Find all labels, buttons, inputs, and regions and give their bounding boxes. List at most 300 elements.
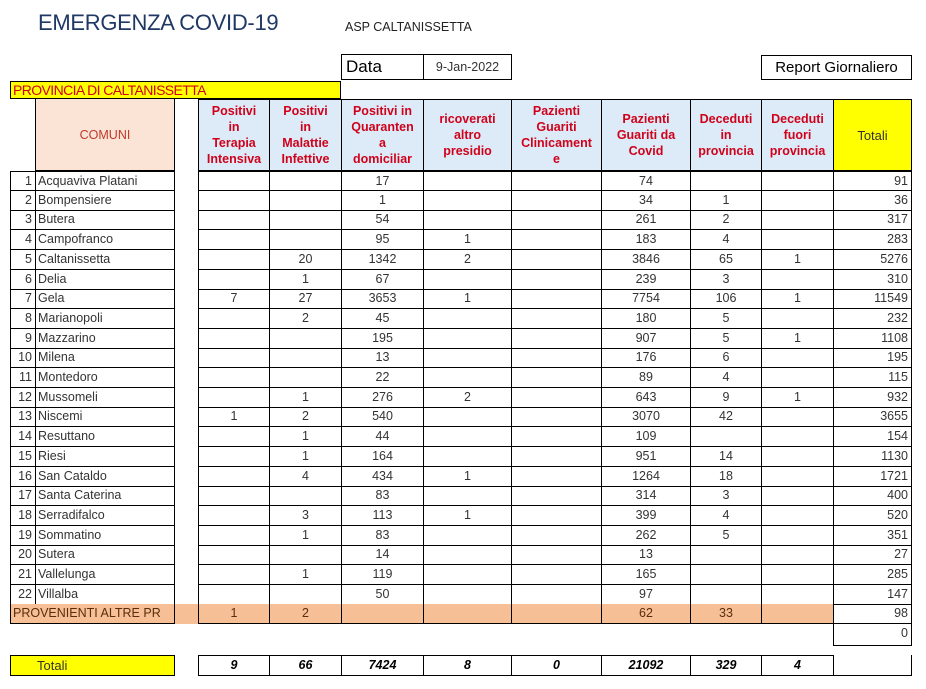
comune-name: Sommatino	[35, 526, 175, 546]
table-row	[0, 526, 926, 546]
cell-deceduti-fuori-provincia	[761, 407, 834, 427]
cell-malattie-infettive	[269, 230, 342, 250]
cell-deceduti-fuori-provincia	[761, 270, 834, 290]
comune-name: Delia	[35, 270, 175, 290]
comune-name: Vallelunga	[35, 565, 175, 585]
cell-ricoverati-altro-presidio	[423, 486, 512, 506]
total-quarantena-domiciliare: 7424	[341, 655, 424, 676]
cell-deceduti-fuori-provincia	[761, 427, 834, 447]
comune-name: Serradifalco	[35, 506, 175, 526]
cell-terapia-intensiva	[198, 309, 270, 329]
cell-terapia-intensiva: 1	[198, 407, 270, 427]
cell-malattie-infettive	[269, 191, 342, 211]
cell-deceduti-in-provincia: 4	[690, 506, 762, 526]
table-row	[0, 585, 926, 605]
cell-guariti-covid: 907	[601, 329, 691, 349]
cell-totale: 154	[833, 427, 912, 447]
cell-deceduti-fuori-provincia	[761, 309, 834, 329]
total-deceduti-in-provincia: 329	[690, 655, 762, 676]
table-row	[0, 447, 926, 467]
comune-name: Niscemi	[35, 407, 175, 427]
table-row	[0, 210, 926, 230]
table-row	[0, 171, 926, 191]
comune-name: Butera	[35, 210, 175, 230]
cell-quarantena-domiciliare: 83	[341, 486, 424, 506]
row-number: 12	[10, 388, 36, 408]
comune-name: Mazzarino	[35, 329, 175, 349]
cell-deceduti-fuori-provincia	[761, 171, 834, 191]
table-row	[0, 427, 926, 447]
cell-deceduti-in-provincia: 3	[690, 486, 762, 506]
cell-deceduti-in-provincia: 33	[690, 604, 762, 624]
cell-terapia-intensiva	[198, 526, 270, 546]
blank-row	[0, 624, 926, 644]
cell-malattie-infettive: 1	[269, 388, 342, 408]
cell-guariti-covid: 34	[601, 191, 691, 211]
table-row	[0, 289, 926, 309]
comune-name: Milena	[35, 348, 175, 368]
cell-ricoverati-altro-presidio	[423, 427, 512, 447]
cell-malattie-infettive: 2	[269, 407, 342, 427]
column-header-terapia-intensiva: Positivi in Terapia Intensiva	[198, 99, 270, 171]
comune-name: Riesi	[35, 447, 175, 467]
cell-totale: 351	[833, 526, 912, 546]
cell-malattie-infettive	[269, 585, 342, 605]
cell-quarantena-domiciliare: 54	[341, 210, 424, 230]
cell-deceduti-in-provincia	[690, 565, 762, 585]
cell-quarantena-domiciliare: 95	[341, 230, 424, 250]
column-header-quarantena-domiciliare: Positivi in Quaranten a domiciliar	[341, 99, 424, 171]
row-number: 2	[10, 191, 36, 211]
cell-guariti-covid: 62	[601, 604, 691, 624]
cell-deceduti-in-provincia: 14	[690, 447, 762, 467]
cell-totale: 27	[833, 545, 912, 565]
cell-guariti-clinicamente	[511, 329, 602, 349]
cell-deceduti-in-provincia: 1	[690, 191, 762, 211]
cell-quarantena-domiciliare: 119	[341, 565, 424, 585]
cell-guariti-clinicamente	[511, 467, 602, 487]
cell-terapia-intensiva: 1	[198, 604, 270, 624]
row-number: 11	[10, 368, 36, 388]
cell-malattie-infettive	[269, 486, 342, 506]
table-row	[0, 506, 926, 526]
date-label: Data	[342, 55, 424, 79]
row-number: 4	[10, 230, 36, 250]
cell-totale: 1108	[833, 329, 912, 349]
cell-terapia-intensiva	[198, 486, 270, 506]
cell-guariti-covid: 261	[601, 210, 691, 230]
cell-quarantena-domiciliare: 83	[341, 526, 424, 546]
cell-guariti-covid: 180	[601, 309, 691, 329]
cell-ricoverati-altro-presidio	[423, 210, 512, 230]
cell-malattie-infettive	[269, 545, 342, 565]
row-number: 18	[10, 506, 36, 526]
date-value: 9-Jan-2022	[435, 60, 500, 74]
cell-deceduti-in-provincia: 6	[690, 348, 762, 368]
cell-deceduti-in-provincia	[690, 545, 762, 565]
cell-deceduti-fuori-provincia	[761, 486, 834, 506]
cell-guariti-covid: 89	[601, 368, 691, 388]
cell-totale: 0	[833, 624, 912, 646]
row-number: 8	[10, 309, 36, 329]
cell-terapia-intensiva	[198, 368, 270, 388]
cell-deceduti-in-provincia: 9	[690, 388, 762, 408]
cell-terapia-intensiva	[198, 348, 270, 368]
row-number: 15	[10, 447, 36, 467]
cell-totale: 3655	[833, 407, 912, 427]
cell-ricoverati-altro-presidio: 2	[423, 250, 512, 270]
total-malattie-infettive: 66	[269, 655, 342, 676]
cell-guariti-clinicamente	[511, 309, 602, 329]
comune-name: Santa Caterina	[35, 486, 175, 506]
cell-totale: 1721	[833, 467, 912, 487]
table-row	[0, 388, 926, 408]
cell-deceduti-fuori-provincia	[761, 526, 834, 546]
cell-terapia-intensiva	[198, 545, 270, 565]
cell-deceduti-fuori-provincia	[761, 210, 834, 230]
cell-guariti-covid: 1264	[601, 467, 691, 487]
cell-totale: 932	[833, 388, 912, 408]
comune-name: Mussomeli	[35, 388, 175, 408]
row-number: 3	[10, 210, 36, 230]
cell-deceduti-fuori-provincia	[761, 191, 834, 211]
row-number: 21	[10, 565, 36, 585]
cell-malattie-infettive	[269, 210, 342, 230]
cell-guariti-clinicamente	[511, 526, 602, 546]
cell-guariti-covid: 314	[601, 486, 691, 506]
cell-deceduti-in-provincia	[690, 427, 762, 447]
comune-name: Acquaviva Platani	[35, 171, 175, 191]
row-number: 22	[10, 585, 36, 605]
cell-quarantena-domiciliare: 14	[341, 545, 424, 565]
cell-guariti-clinicamente	[511, 171, 602, 191]
cell-malattie-infettive	[269, 348, 342, 368]
cell-totale: 400	[833, 486, 912, 506]
cell-terapia-intensiva	[198, 171, 270, 191]
cell-quarantena-domiciliare: 50	[341, 585, 424, 605]
cell-guariti-clinicamente	[511, 210, 602, 230]
cell-quarantena-domiciliare: 113	[341, 506, 424, 526]
comune-name: San Cataldo	[35, 467, 175, 487]
table-row	[0, 309, 926, 329]
cell-malattie-infettive: 2	[269, 604, 342, 624]
totals-label: Totali	[10, 655, 175, 676]
cell-guariti-clinicamente	[511, 348, 602, 368]
cell-malattie-infettive	[269, 171, 342, 191]
column-header-comuni: COMUNI	[35, 99, 175, 171]
table-row	[0, 545, 926, 565]
cell-guariti-clinicamente	[511, 368, 602, 388]
row-number: 6	[10, 270, 36, 290]
cell-totale: 147	[833, 585, 912, 605]
cell-deceduti-fuori-provincia: 1	[761, 289, 834, 309]
comune-name: Montedoro	[35, 368, 175, 388]
total-ricoverati-altro-presidio: 8	[423, 655, 512, 676]
table-row	[0, 230, 926, 250]
row-number: 7	[10, 289, 36, 309]
cell-terapia-intensiva	[198, 191, 270, 211]
cell-guariti-covid: 176	[601, 348, 691, 368]
table-row	[0, 368, 926, 388]
cell-quarantena-domiciliare: 44	[341, 427, 424, 447]
cell-deceduti-in-provincia: 4	[690, 368, 762, 388]
column-header-deceduti-fuori-provincia: Deceduti fuori provincia	[761, 99, 834, 171]
row-number: 1	[10, 171, 36, 191]
cell-deceduti-in-provincia: 5	[690, 329, 762, 349]
cell-deceduti-in-provincia: 5	[690, 526, 762, 546]
cell-guariti-clinicamente	[511, 506, 602, 526]
cell-deceduti-in-provincia: 4	[690, 230, 762, 250]
cell-ricoverati-altro-presidio: 2	[423, 388, 512, 408]
organization-label: ASP CALTANISSETTA	[345, 20, 472, 34]
total-totale	[833, 655, 912, 676]
cell-totale: 5276	[833, 250, 912, 270]
cell-quarantena-domiciliare: 3653	[341, 289, 424, 309]
date-box	[341, 54, 512, 80]
cell-terapia-intensiva	[198, 388, 270, 408]
comune-name: Marianopoli	[35, 309, 175, 329]
cell-deceduti-in-provincia: 2	[690, 210, 762, 230]
table-row	[0, 329, 926, 349]
cell-guariti-covid: 643	[601, 388, 691, 408]
cell-guariti-clinicamente	[511, 388, 602, 408]
cell-deceduti-fuori-provincia	[761, 604, 834, 624]
cell-ricoverati-altro-presidio	[423, 545, 512, 565]
cell-ricoverati-altro-presidio: 1	[423, 506, 512, 526]
row-number: 16	[10, 467, 36, 487]
cell-guariti-clinicamente	[511, 270, 602, 290]
comune-name: Resuttano	[35, 427, 175, 447]
cell-totale: 115	[833, 368, 912, 388]
cell-quarantena-domiciliare: 13	[341, 348, 424, 368]
cell-malattie-infettive: 4	[269, 467, 342, 487]
cell-totale: 317	[833, 210, 912, 230]
cell-ricoverati-altro-presidio: 1	[423, 230, 512, 250]
cell-quarantena-domiciliare: 45	[341, 309, 424, 329]
cell-guariti-covid: 74	[601, 171, 691, 191]
cell-guariti-covid: 239	[601, 270, 691, 290]
cell-totale: 285	[833, 565, 912, 585]
cell-malattie-infettive: 2	[269, 309, 342, 329]
cell-guariti-covid: 262	[601, 526, 691, 546]
cell-quarantena-domiciliare: 195	[341, 329, 424, 349]
provenienti-row	[0, 604, 926, 624]
cell-terapia-intensiva	[198, 230, 270, 250]
cell-malattie-infettive: 1	[269, 526, 342, 546]
cell-totale: 91	[833, 171, 912, 191]
table-row	[0, 270, 926, 290]
cell-terapia-intensiva	[198, 427, 270, 447]
cell-terapia-intensiva	[198, 506, 270, 526]
cell-totale: 1130	[833, 447, 912, 467]
cell-deceduti-in-provincia: 18	[690, 467, 762, 487]
cell-ricoverati-altro-presidio	[423, 407, 512, 427]
cell-guariti-covid: 109	[601, 427, 691, 447]
row-number: 20	[10, 545, 36, 565]
row-number: 14	[10, 427, 36, 447]
cell-ricoverati-altro-presidio	[423, 329, 512, 349]
cell-quarantena-domiciliare: 67	[341, 270, 424, 290]
cell-quarantena-domiciliare	[341, 604, 424, 624]
cell-deceduti-fuori-provincia	[761, 447, 834, 467]
cell-ricoverati-altro-presidio	[423, 309, 512, 329]
cell-deceduti-in-provincia: 3	[690, 270, 762, 290]
cell-guariti-covid: 7754	[601, 289, 691, 309]
cell-deceduti-fuori-provincia: 1	[761, 250, 834, 270]
cell-guariti-clinicamente	[511, 604, 602, 624]
row-number: 13	[10, 407, 36, 427]
comune-name: Campofranco	[35, 230, 175, 250]
cell-guariti-clinicamente	[511, 250, 602, 270]
cell-quarantena-domiciliare: 164	[341, 447, 424, 467]
cell-ricoverati-altro-presidio	[423, 348, 512, 368]
row-number: 9	[10, 329, 36, 349]
cell-totale: 232	[833, 309, 912, 329]
cell-quarantena-domiciliare: 17	[341, 171, 424, 191]
cell-malattie-infettive: 27	[269, 289, 342, 309]
province-label: PROVINCIA DI CALTANISSETTA	[10, 81, 341, 99]
cell-ricoverati-altro-presidio	[423, 585, 512, 605]
cell-deceduti-fuori-provincia	[761, 506, 834, 526]
cell-totale: 98	[833, 604, 912, 624]
cell-totale: 36	[833, 191, 912, 211]
cell-ricoverati-altro-presidio	[423, 368, 512, 388]
cell-ricoverati-altro-presidio	[423, 526, 512, 546]
cell-guariti-clinicamente	[511, 407, 602, 427]
row-number: 19	[10, 526, 36, 546]
cell-terapia-intensiva	[198, 467, 270, 487]
table-row	[0, 565, 926, 585]
cell-guariti-clinicamente	[511, 427, 602, 447]
row-number: 10	[10, 348, 36, 368]
page-title: EMERGENZA COVID-19	[38, 10, 279, 35]
table-row	[0, 348, 926, 368]
cell-deceduti-fuori-provincia	[761, 565, 834, 585]
cell-terapia-intensiva	[198, 329, 270, 349]
row-number: 5	[10, 250, 36, 270]
cell-guariti-clinicamente	[511, 585, 602, 605]
column-header-deceduti-in-provincia: Deceduti in provincia	[690, 99, 762, 171]
cell-guariti-covid: 951	[601, 447, 691, 467]
cell-ricoverati-altro-presidio	[423, 604, 512, 624]
cell-deceduti-in-provincia: 5	[690, 309, 762, 329]
cell-quarantena-domiciliare: 22	[341, 368, 424, 388]
cell-ricoverati-altro-presidio	[423, 565, 512, 585]
cell-deceduti-in-provincia: 65	[690, 250, 762, 270]
cell-malattie-infettive: 1	[269, 427, 342, 447]
column-header-malattie-infettive: Positivi in Malattie Infettive	[269, 99, 342, 171]
total-guariti-clinicamente: 0	[511, 655, 602, 676]
comune-name: Villalba	[35, 585, 175, 605]
cell-deceduti-in-provincia	[690, 171, 762, 191]
column-header-guariti-clinicamente: Pazienti Guariti Clinicament e	[511, 99, 602, 171]
table-row	[0, 486, 926, 506]
comune-name: Sutera	[35, 545, 175, 565]
cell-guariti-clinicamente	[511, 565, 602, 585]
total-deceduti-fuori-provincia: 4	[761, 655, 834, 676]
cell-deceduti-in-provincia: 106	[690, 289, 762, 309]
cell-deceduti-fuori-provincia	[761, 467, 834, 487]
cell-quarantena-domiciliare: 540	[341, 407, 424, 427]
cell-terapia-intensiva	[198, 270, 270, 290]
cell-totale: 11549	[833, 289, 912, 309]
cell-terapia-intensiva	[198, 447, 270, 467]
row-number: 17	[10, 486, 36, 506]
comune-name: Gela	[35, 289, 175, 309]
cell-deceduti-fuori-provincia: 1	[761, 329, 834, 349]
cell-guariti-clinicamente	[511, 545, 602, 565]
total-guariti-covid: 21092	[601, 655, 691, 676]
cell-guariti-covid: 399	[601, 506, 691, 526]
cell-totale: 520	[833, 506, 912, 526]
cell-deceduti-in-provincia: 42	[690, 407, 762, 427]
cell-deceduti-fuori-provincia	[761, 348, 834, 368]
cell-ricoverati-altro-presidio	[423, 270, 512, 290]
comune-name: Caltanissetta	[35, 250, 175, 270]
cell-deceduti-in-provincia	[690, 585, 762, 605]
cell-guariti-covid: 165	[601, 565, 691, 585]
cell-ricoverati-altro-presidio	[423, 171, 512, 191]
cell-totale: 195	[833, 348, 912, 368]
table-row	[0, 407, 926, 427]
column-header-totali: Totali	[833, 99, 912, 171]
cell-guariti-covid: 183	[601, 230, 691, 250]
cell-guariti-clinicamente	[511, 486, 602, 506]
cell-guariti-covid: 13	[601, 545, 691, 565]
cell-malattie-infettive: 1	[269, 447, 342, 467]
cell-terapia-intensiva	[198, 210, 270, 230]
provenienti-label: PROVENIENTI ALTRE PR	[10, 604, 175, 624]
table-row	[0, 250, 926, 270]
cell-deceduti-fuori-provincia	[761, 230, 834, 250]
cell-totale: 310	[833, 270, 912, 290]
cell-guariti-clinicamente	[511, 230, 602, 250]
column-header-guariti-covid: Pazienti Guariti da Covid	[601, 99, 691, 171]
cell-quarantena-domiciliare: 276	[341, 388, 424, 408]
cell-malattie-infettive	[269, 368, 342, 388]
cell-terapia-intensiva	[198, 585, 270, 605]
cell-guariti-covid: 3846	[601, 250, 691, 270]
cell-deceduti-fuori-provincia	[761, 585, 834, 605]
cell-terapia-intensiva	[198, 250, 270, 270]
total-terapia-intensiva: 9	[198, 655, 270, 676]
cell-quarantena-domiciliare: 1342	[341, 250, 424, 270]
table-row	[0, 467, 926, 487]
cell-malattie-infettive: 1	[269, 270, 342, 290]
cell-deceduti-fuori-provincia: 1	[761, 388, 834, 408]
cell-guariti-clinicamente	[511, 191, 602, 211]
cell-malattie-infettive: 3	[269, 506, 342, 526]
cell-quarantena-domiciliare: 434	[341, 467, 424, 487]
cell-guariti-covid: 3070	[601, 407, 691, 427]
cell-guariti-clinicamente	[511, 289, 602, 309]
cell-malattie-infettive: 1	[269, 565, 342, 585]
cell-deceduti-fuori-provincia	[761, 368, 834, 388]
cell-ricoverati-altro-presidio	[423, 191, 512, 211]
cell-totale: 283	[833, 230, 912, 250]
cell-ricoverati-altro-presidio: 1	[423, 289, 512, 309]
cell-quarantena-domiciliare: 1	[341, 191, 424, 211]
cell-ricoverati-altro-presidio	[423, 447, 512, 467]
cell-ricoverati-altro-presidio: 1	[423, 467, 512, 487]
cell-guariti-clinicamente	[511, 447, 602, 467]
cell-deceduti-fuori-provincia	[761, 545, 834, 565]
report-label: Report Giornaliero	[761, 55, 912, 80]
cell-malattie-infettive	[269, 329, 342, 349]
table-row	[0, 191, 926, 211]
cell-malattie-infettive: 20	[269, 250, 342, 270]
cell-terapia-intensiva	[198, 565, 270, 585]
